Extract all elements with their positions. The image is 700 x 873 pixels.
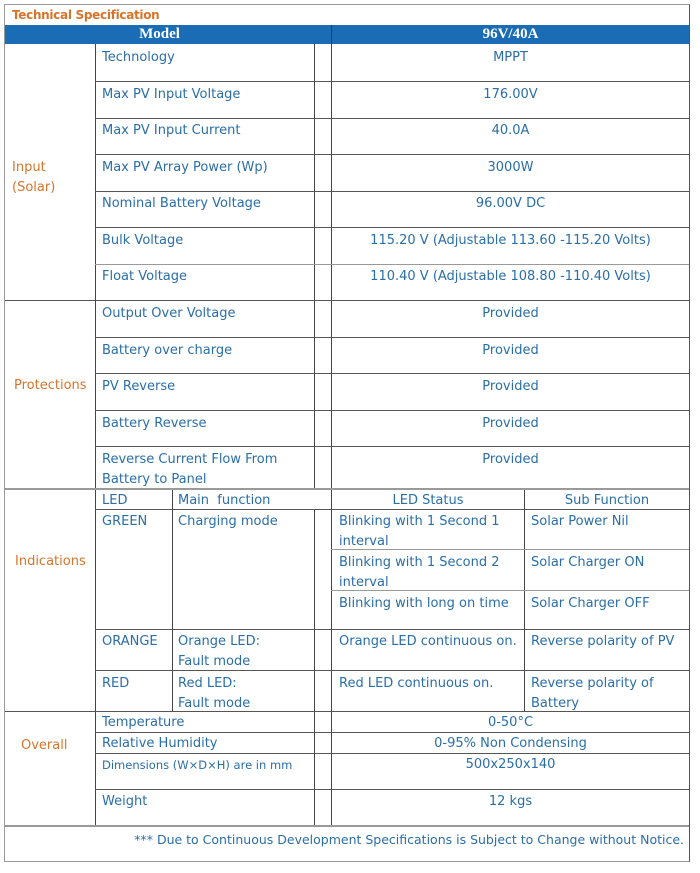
grid-line xyxy=(5,825,689,827)
spec-name: Max PV Input Voltage xyxy=(102,87,241,102)
col-header-led-status: LED Status xyxy=(392,493,464,508)
sub-function: Solar Charger ON xyxy=(531,555,645,570)
section-title: Technical Specification xyxy=(12,8,160,22)
section-label-protections: Protections xyxy=(14,378,87,393)
spec-name: Output Over Voltage xyxy=(102,306,236,321)
spec-value: 40.0A xyxy=(491,123,530,138)
grid-line xyxy=(314,712,315,826)
col-header-led: LED xyxy=(102,493,128,508)
col-header-sub-function: Sub Function xyxy=(564,493,650,508)
grid-line xyxy=(95,629,689,630)
grid-line xyxy=(314,44,315,488)
main-function: Charging mode xyxy=(178,514,278,529)
spec-value: 115.20 V (Adjustable 113.60 -115.20 Volts) xyxy=(370,233,651,248)
grid-line xyxy=(5,300,689,301)
sub-function: Solar Power Nil xyxy=(531,514,629,529)
spec-value: 176.00V xyxy=(483,87,538,102)
section-label-indications: Indications xyxy=(15,554,86,569)
spec-name: Nominal Battery Voltage xyxy=(102,196,261,211)
main-function: Red LED: Fault mode xyxy=(178,676,251,711)
sub-function: Solar Charger OFF xyxy=(531,596,650,611)
led-status: Red LED continuous on. xyxy=(339,676,494,691)
spec-value: Provided xyxy=(482,343,539,358)
spec-name: Max PV Input Current xyxy=(102,123,241,138)
spec-name: Technology xyxy=(102,50,175,65)
sub-function: Reverse polarity of Battery xyxy=(531,676,654,711)
disclaimer-note: *** Due to Continuous Development Specifications is Subject to Change without Notice. xyxy=(134,832,684,847)
spec-value: 96.00V DC xyxy=(475,196,546,211)
spec-value: 3000W xyxy=(487,160,534,175)
spec-name: Dimensions (W×D×H) are in mm xyxy=(102,758,293,772)
led-green: GREEN xyxy=(102,514,148,529)
spec-value: 0-50°C xyxy=(487,715,534,730)
section-label-overall: Overall xyxy=(21,738,68,753)
led-red: RED xyxy=(102,676,130,691)
grid-line xyxy=(95,337,689,338)
grid-line xyxy=(95,118,689,119)
grid-line xyxy=(95,191,689,192)
spec-value: 12 kgs xyxy=(488,794,533,809)
grid-line xyxy=(95,44,96,826)
grid-line xyxy=(95,81,689,82)
spec-value: Provided xyxy=(482,306,539,321)
spec-name: Relative Humidity xyxy=(102,736,218,751)
spec-value: MPPT xyxy=(493,50,528,65)
spec-value: Provided xyxy=(482,452,539,467)
header-divider xyxy=(331,25,332,44)
spec-value: Provided xyxy=(482,379,539,394)
grid-line xyxy=(95,446,689,447)
spec-value: Provided xyxy=(482,416,539,431)
main-function: Orange LED: Fault mode xyxy=(178,634,261,669)
spec-name: PV Reverse xyxy=(102,379,176,394)
spec-name: Max PV Array Power (Wp) xyxy=(102,160,268,175)
spec-value: 500x250x140 xyxy=(465,757,556,772)
led-status: Orange LED continuous on. xyxy=(339,634,517,649)
grid-line xyxy=(524,488,525,712)
grid-line xyxy=(95,227,689,228)
grid-line xyxy=(95,154,689,155)
grid-line xyxy=(95,373,689,374)
spec-name: Weight xyxy=(102,794,148,809)
header-spacer xyxy=(314,25,331,44)
spec-name: Battery over charge xyxy=(102,343,233,358)
spec-name: Battery Reverse xyxy=(102,416,207,431)
grid-line xyxy=(314,509,315,712)
model-header: Model xyxy=(5,25,314,44)
spec-value: 110.40 V (Adjustable 108.80 -110.40 Volts) xyxy=(370,269,651,284)
led-status: Blinking with 1 Second 2 interval xyxy=(339,555,500,590)
spec-name: Float Voltage xyxy=(102,269,188,284)
led-orange: ORANGE xyxy=(102,634,158,649)
grid-line xyxy=(95,789,689,790)
spec-name: Reverse Current Flow From Battery to Panel xyxy=(102,452,278,487)
model-value-header: 96V/40A xyxy=(332,25,689,44)
col-header-main-function: Main function xyxy=(178,493,271,508)
grid-line xyxy=(172,488,173,712)
led-status: Blinking with 1 Second 1 interval xyxy=(339,514,500,549)
grid-line xyxy=(95,264,689,265)
spec-name: Temperature xyxy=(102,715,185,730)
spec-name: Bulk Voltage xyxy=(102,233,184,248)
sub-function: Reverse polarity of PV xyxy=(531,634,675,649)
spec-value: 0-95% Non Condensing xyxy=(434,736,587,751)
led-status: Blinking with long on time xyxy=(339,596,509,611)
grid-line xyxy=(95,410,689,411)
section-label-input: Input (Solar) xyxy=(12,160,56,195)
